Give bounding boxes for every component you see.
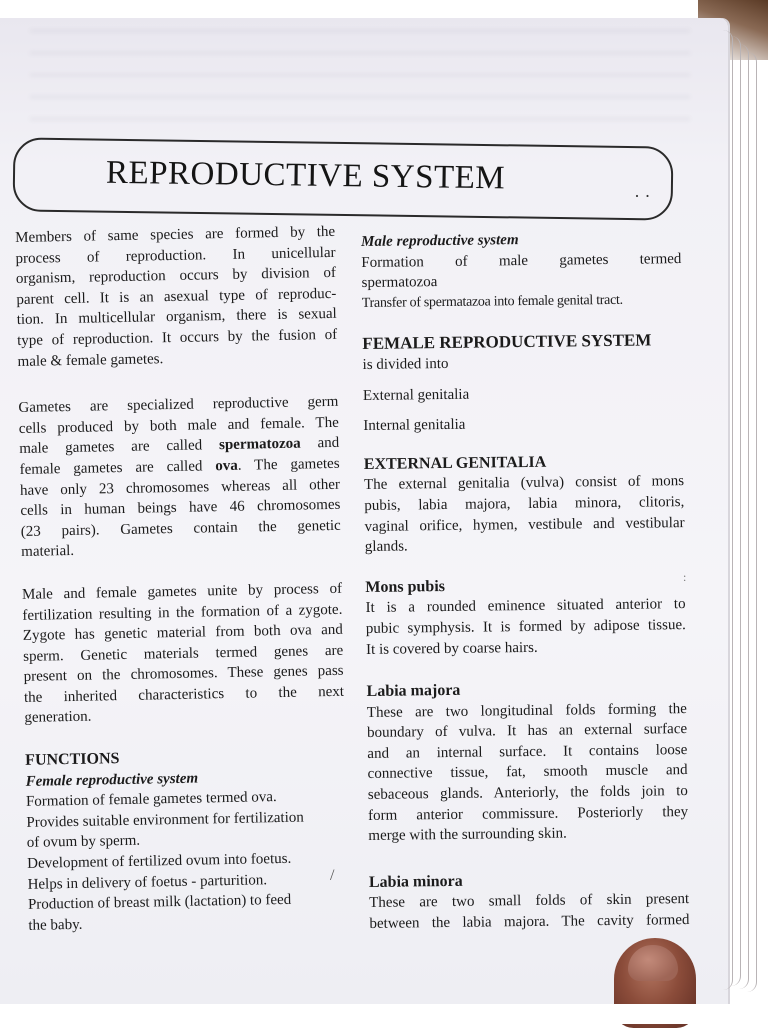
text-line: merge with the surrounding skin. [368,825,567,845]
list-item: the baby. [28,916,83,934]
text-line: boundary of vulva. It has an external surface [367,721,688,742]
male-system-subheading: Male reproductive system [361,232,519,250]
term-spermatozoa: spermatozoa [218,435,301,454]
external-genitalia-heading: EXTERNAL GENITALIA [363,453,547,473]
text-line: form anterior commissure. Posteriorly they [368,803,689,824]
text-line: cells in human beings have 46 chromosomes [20,496,341,520]
functions-heading: FUNCTIONS [25,750,120,769]
text-line: type of reproduction. It occurs by the fusion of [17,326,338,349]
text-line: These are two longitudinal folds forming the [366,700,687,721]
list-item: of ovum by sperm. [26,833,141,852]
text-line: tion. In multicellular organism, there is sexual [16,306,337,329]
text-line: have only 23 chromosomes whereas all other [19,476,341,499]
text-span: and [300,435,340,452]
list-item: Formation of female gametes termed ova. [25,789,277,811]
genitalia-item-internal: Internal genitalia [363,416,466,435]
gametes-paragraph [18,392,341,563]
text-line: pubic symphysis. It is formed by adipose tissue. [365,616,686,637]
female-reproductive-system-heading: FEMALE REPRODUCTIVE SYSTEM [362,330,652,354]
page-title: REPRODUCTIVE SYSTEM [105,154,506,197]
right-column [361,228,690,934]
female-system-subheading: Female reproductive system [25,770,199,790]
text-span: . The gametes [237,455,340,474]
bleed-through-text [30,25,690,120]
fertilization-paragraph [22,579,345,729]
mons-pubis-heading: Mons pubis [365,577,446,596]
page-mark: / [330,867,335,884]
text-line: sperm. Genetic materials termed genes are [23,642,344,665]
labia-minora-heading: Labia minora [368,872,463,891]
text-line: spermatozoa [361,274,438,292]
list-item: Production of breast milk (lactation) to feed [27,892,292,914]
text-line: It is covered by coarse hairs. [366,639,538,658]
intro-paragraph [15,222,338,372]
list-item: Provides suitable environment for fertilization [26,809,304,831]
text-line: organism, reproduction occurs by division of [15,265,337,288]
list-item: Helps in delivery of foetus - parturition. [27,871,268,893]
text-line: between the labia majora. The cavity formed [369,912,690,932]
female-functions-list [26,786,349,936]
bottom-margin [0,1004,768,1024]
text-line: Transfer of spermatazoa into female genital tract. [361,292,623,311]
text-span: female gametes are called [19,458,216,478]
text-line: Male and female gametes unite by process of [21,580,343,603]
text-line: parent cell. It is an asexual type of reproduc- [16,285,337,308]
text-line: (23 pairs). Gametes contain the genetic [20,517,341,540]
term-ova: ova [215,457,238,475]
page-mark: : [683,570,687,584]
text-line: Members of same species are formed by the [15,223,336,246]
speck-marks: · · [634,186,651,206]
text-line: connective tissue, fat, smooth muscle and [367,762,688,783]
text-line: Zygote has genetic material from both ova and [22,621,343,645]
text-line: pubis, labia majora, labia minora, clitoris, [364,494,685,514]
text-span: male gametes are called [19,437,220,458]
text-line: sebaceous glands. Anteriorly, the folds join to [367,783,688,804]
genitalia-item-external: External genitalia [362,386,470,404]
text-line: It is a rounded eminence situated anterior to [365,596,686,617]
text-line: cells produced by both male and female. The [18,414,339,437]
list-item: Development of fertilized ovum into foetus. [27,850,292,872]
text-line: The external genitalia (vulva) consist of mons [363,473,685,494]
page-edge [736,52,757,992]
text-line: vaginal orifice, hymen, vestibule and vestibular [364,514,685,535]
text-line: and an internal surface. It contains loose [367,741,688,762]
labia-majora-heading: Labia majora [366,681,461,701]
text-line: male & female gametes. [17,350,164,370]
text-line: process of reproduction. In unicellular [15,244,336,267]
text-line: fertilization resulting in the formation of a zygote. [22,601,343,624]
text-line: material. [21,543,75,561]
text-line: present on the chromosomes. These genes pass [23,663,344,686]
text-line: Formation of male gametes termed [361,250,682,271]
text-line: glands. [364,538,408,556]
text-line: is divided into [362,355,449,373]
text-line: Gametes are specialized reproductive germ [18,393,339,417]
left-column [15,222,349,936]
text-line: the inherited characteristics to the next [23,683,345,706]
text-line: generation. [24,709,92,727]
text-line: These are two small folds of skin present [369,891,690,912]
